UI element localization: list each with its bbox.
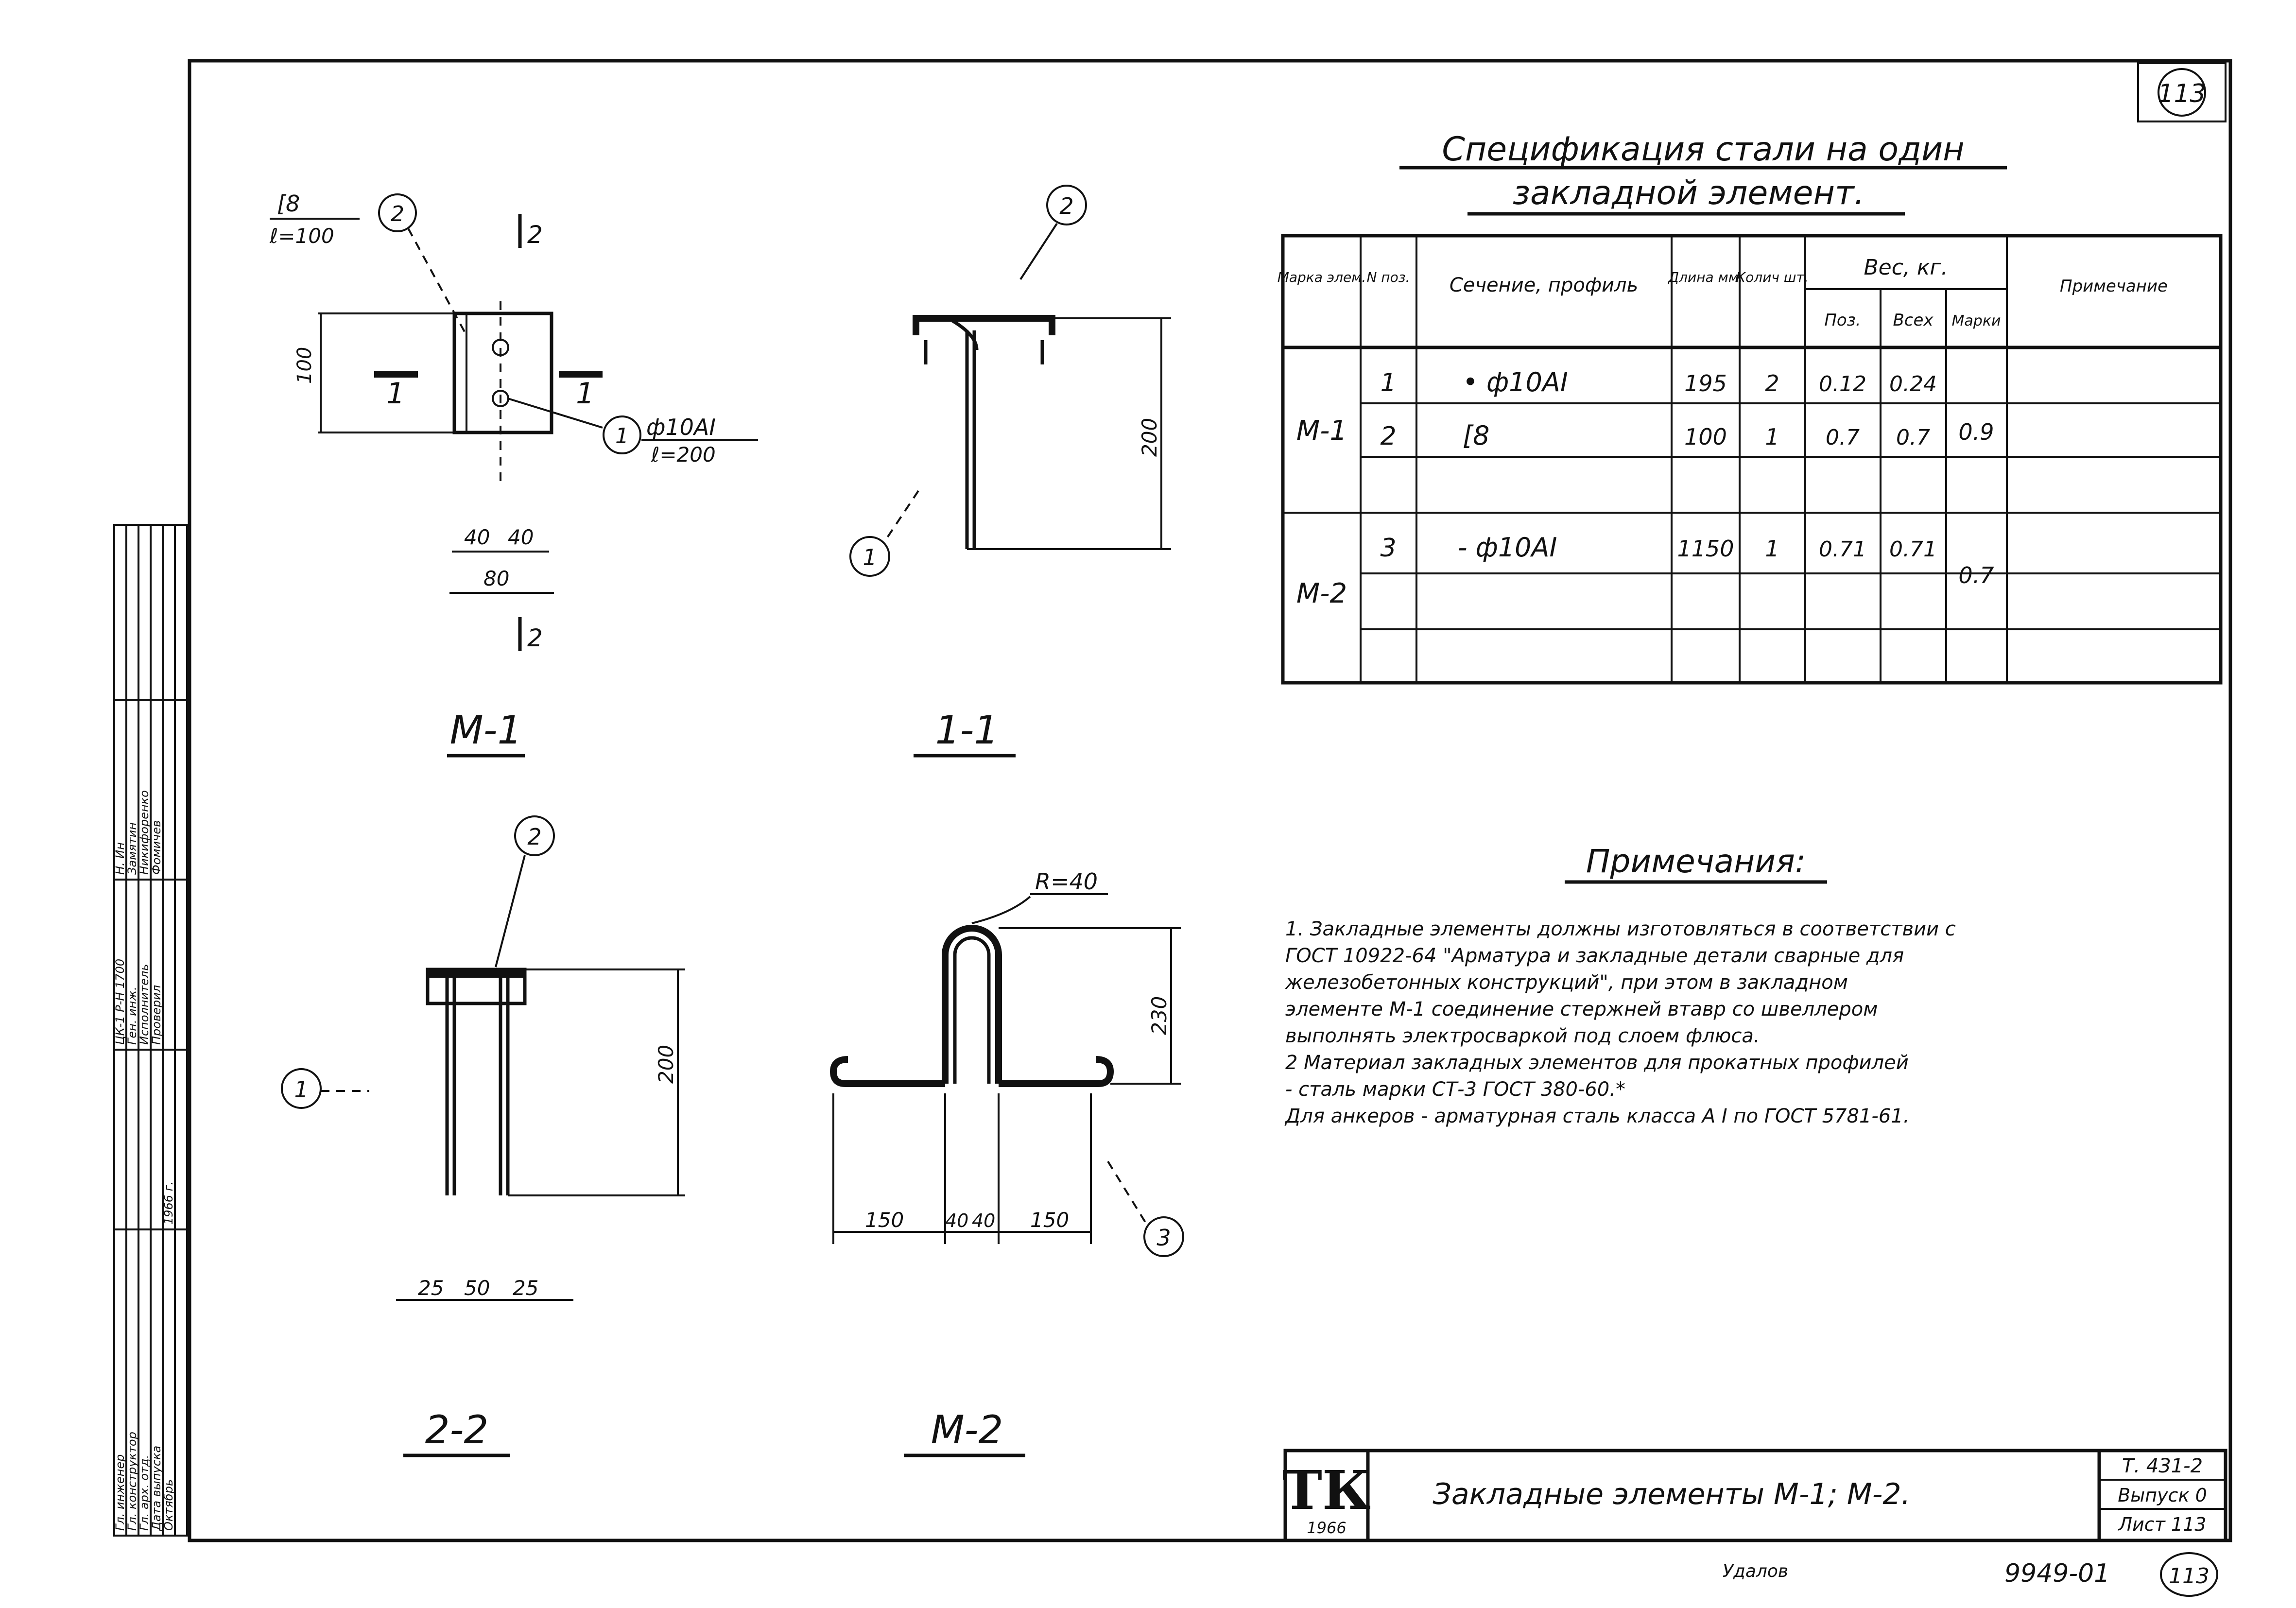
svg-text:М-1: М-1 <box>449 708 522 753</box>
svg-text:50: 50 <box>464 1276 490 1300</box>
svg-text:Для анкеров - арматурная сталь: Для анкеров - арматурная сталь класса А I по ГОСТ 5781-61. <box>1285 1105 1910 1127</box>
svg-text:ГОСТ 10922-64 "Арматура и закл: ГОСТ 10922-64 "Арматура и закладные детали сварные для <box>1285 945 1904 967</box>
svg-text:40: 40 <box>972 1210 996 1231</box>
svg-text:М-2: М-2 <box>931 1407 1003 1452</box>
svg-text:Лист 113: Лист 113 <box>2118 1514 2207 1535</box>
svg-text:1966 г.: 1966 г. <box>162 1181 175 1225</box>
svg-text:Проверил: Проверил <box>150 985 163 1045</box>
svg-text:[8: [8 <box>1463 420 1490 451</box>
svg-text:Гл. инженер: Гл. инженер <box>113 1454 127 1531</box>
svg-text:железобетонных конструкций", п: железобетонных конструкций", при этом в закладном <box>1285 971 1848 994</box>
svg-text:2: 2 <box>527 624 543 652</box>
svg-text:Т. 431-2: Т. 431-2 <box>2122 1455 2203 1477</box>
drawing-section-1-1 <box>850 186 1171 756</box>
svg-text:Ген. инж.: Ген. инж. <box>125 986 139 1045</box>
svg-text:Фомичев: Фомичев <box>150 820 163 875</box>
svg-text:2: 2 <box>527 824 542 850</box>
svg-text:N поз.: N поз. <box>1366 269 1410 285</box>
svg-text:[8: [8 <box>277 190 300 217</box>
svg-text:0.24: 0.24 <box>1889 372 1937 397</box>
svg-text:- ф10АI: - ф10АI <box>1458 532 1557 563</box>
sheet-frame <box>190 61 2230 1540</box>
svg-text:R=40: R=40 <box>1035 868 1098 895</box>
drawing-section-2-2 <box>282 816 685 1455</box>
svg-text:40: 40 <box>508 525 534 549</box>
svg-text:113: 113 <box>2169 1564 2210 1589</box>
svg-text:0.9: 0.9 <box>1958 419 1994 445</box>
svg-text:230: 230 <box>1147 996 1171 1035</box>
svg-text:3: 3 <box>1157 1225 1171 1251</box>
svg-text:Поз.: Поз. <box>1824 311 1861 330</box>
svg-text:1: 1 <box>386 377 405 411</box>
svg-text:150: 150 <box>1030 1208 1070 1232</box>
svg-text:1: 1 <box>1765 424 1779 450</box>
svg-text:Удалов: Удалов <box>1723 1561 1789 1581</box>
svg-text:1: 1 <box>576 377 595 411</box>
svg-text:ф10АI: ф10АI <box>646 414 716 440</box>
svg-text:40: 40 <box>945 1210 969 1231</box>
svg-text:Гл. конструктор: Гл. конструктор <box>125 1432 139 1531</box>
svg-text:Выпуск 0: Выпуск 0 <box>2118 1485 2207 1506</box>
svg-text:Спецификация стали на один: Спецификация стали на один <box>1442 130 1965 169</box>
svg-text:закладной элемент.: закладной элемент. <box>1512 174 1865 212</box>
svg-text:ЦК-1 Р-Н 1700: ЦК-1 Р-Н 1700 <box>113 958 127 1045</box>
svg-text:0.7: 0.7 <box>1896 425 1930 450</box>
svg-text:2: 2 <box>1380 422 1397 451</box>
svg-text:Марки: Марки <box>1951 312 2001 329</box>
svg-text:3: 3 <box>1380 534 1397 563</box>
svg-text:0.7: 0.7 <box>1958 562 1994 588</box>
svg-text:1. Закладные элементы должны и: 1. Закладные элементы должны изготовляться в соответствии с <box>1285 918 1956 940</box>
page-number-badge <box>2138 63 2226 121</box>
svg-text:Замятин: Замятин <box>125 822 139 875</box>
svg-text:М-2: М-2 <box>1296 578 1347 609</box>
svg-text:1966: 1966 <box>1307 1519 1347 1537</box>
svg-text:ℓ=200: ℓ=200 <box>651 443 716 467</box>
svg-text:ТК: ТК <box>1282 1459 1371 1522</box>
svg-text:Примечания:: Примечания: <box>1586 843 1806 880</box>
svg-text:Примечание: Примечание <box>2060 277 2168 296</box>
svg-text:100: 100 <box>1684 424 1727 450</box>
svg-text:0.12: 0.12 <box>1819 372 1866 397</box>
svg-text:150: 150 <box>865 1208 904 1232</box>
svg-text:40: 40 <box>464 525 490 549</box>
svg-text:200: 200 <box>654 1044 678 1084</box>
svg-text:1: 1 <box>615 424 629 449</box>
svg-text:0.7: 0.7 <box>1826 425 1860 450</box>
svg-text:2 Материал закладных элементов: 2 Материал закладных элементов для прокатных профилей <box>1285 1052 1909 1074</box>
svg-text:Гл. арх. отд.: Гл. арх. отд. <box>138 1454 151 1531</box>
svg-text:М-1: М-1 <box>1296 415 1347 447</box>
svg-text:0.71: 0.71 <box>1889 537 1937 562</box>
svg-text:Всех: Всех <box>1893 311 1933 330</box>
notes-block <box>1284 843 1956 1127</box>
svg-text:1: 1 <box>294 1076 309 1103</box>
svg-text:80: 80 <box>483 567 510 590</box>
svg-text:2: 2 <box>527 221 543 249</box>
svg-text:Никифоренко: Никифоренко <box>138 790 151 875</box>
svg-text:• ф10АI: • ф10АI <box>1463 367 1568 398</box>
svg-text:Сечение, профиль: Сечение, профиль <box>1449 274 1639 296</box>
svg-text:2-2: 2-2 <box>425 1407 489 1452</box>
svg-text:1: 1 <box>1380 368 1397 398</box>
svg-text:Исполнитель: Исполнитель <box>138 964 151 1045</box>
svg-text:выполнять электросваркой под с: выполнять электросваркой под слоем флюса. <box>1285 1025 1760 1047</box>
svg-text:- сталь марки СТ-3 ГОСТ 38: - сталь марки СТ-3 ГОСТ 380-60.* <box>1285 1078 1625 1101</box>
svg-text:2: 2 <box>1059 193 1074 219</box>
svg-text:25: 25 <box>513 1276 539 1300</box>
drawing-m2 <box>833 868 1183 1455</box>
svg-text:Дата выпуска: Дата выпуска <box>150 1445 163 1531</box>
svg-text:2: 2 <box>391 202 404 226</box>
svg-text:1150: 1150 <box>1677 536 1734 562</box>
svg-text:Марка элем.: Марка элем. <box>1277 269 1366 285</box>
title-block <box>1282 1451 2226 1540</box>
svg-text:Октябрь: Октябрь <box>162 1479 175 1531</box>
svg-text:9949-01: 9949-01 <box>2004 1559 2110 1588</box>
approval-stamp <box>113 525 187 1536</box>
svg-text:Колич шт.: Колич шт. <box>1736 269 1809 285</box>
svg-text:элементе М-1 соединение стерж: элементе М-1 соединение стержней втавр со швеллером <box>1285 998 1878 1020</box>
svg-text:200: 200 <box>1138 417 1161 457</box>
svg-text:1-1: 1-1 <box>935 708 999 753</box>
svg-text:1: 1 <box>863 544 877 571</box>
svg-text:Длина мм.: Длина мм. <box>1668 269 1743 285</box>
svg-text:25: 25 <box>418 1276 444 1300</box>
svg-text:Вес, кг.: Вес, кг. <box>1864 255 1948 280</box>
svg-text:113: 113 <box>2158 79 2206 108</box>
svg-text:100: 100 <box>293 346 316 384</box>
svg-text:Н. Ин: Н. Ин <box>113 842 127 875</box>
svg-text:1: 1 <box>1765 536 1779 562</box>
svg-text:195: 195 <box>1684 370 1727 397</box>
drawing-m1 <box>269 190 758 756</box>
specification-table <box>1277 130 2221 683</box>
svg-text:0.71: 0.71 <box>1819 537 1866 562</box>
footer <box>1723 1553 2217 1596</box>
svg-text:2: 2 <box>1765 370 1779 397</box>
svg-text:ℓ=100: ℓ=100 <box>270 224 334 248</box>
svg-text:Закладные элементы М-1; М-2.: Закладные элементы М-1; М-2. <box>1433 1477 1911 1511</box>
